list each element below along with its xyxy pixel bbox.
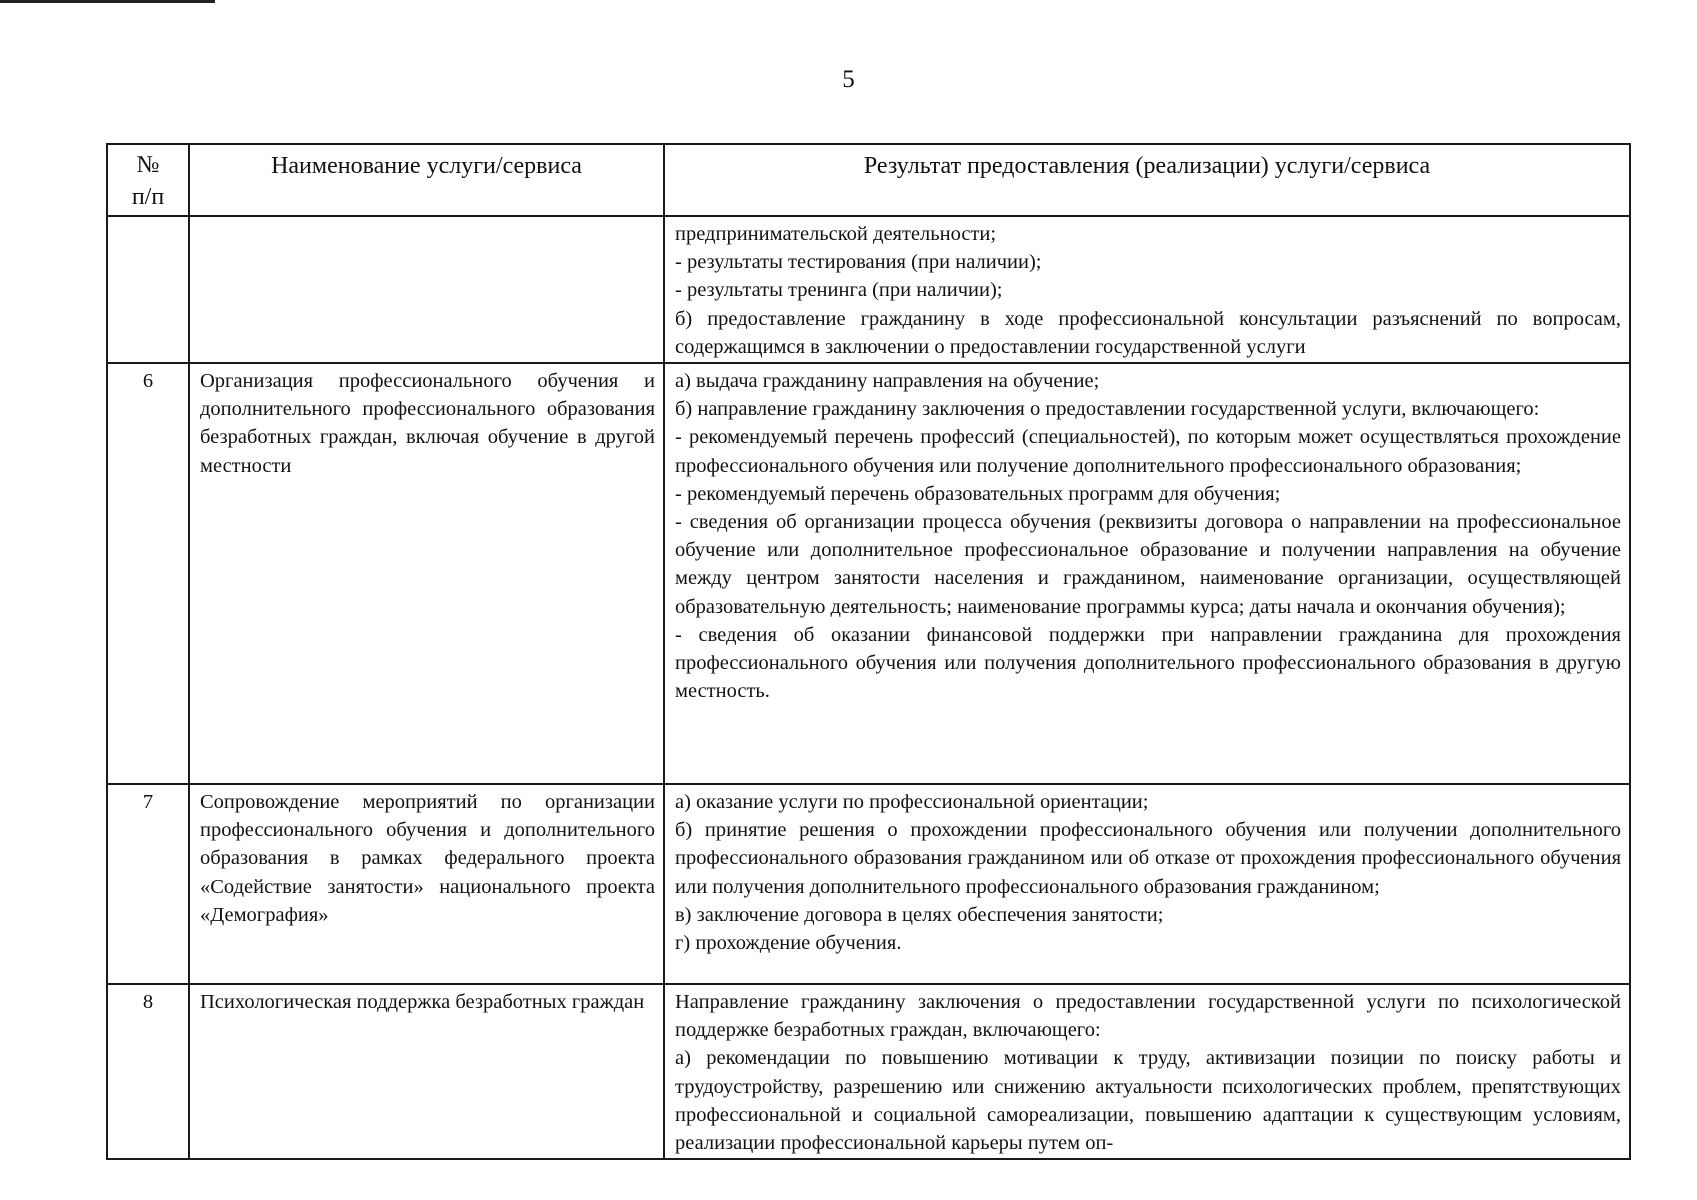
result-line: Направление гражданину заключения о предоставлении государственной услуги по психологической поддержке безработных граждан, включающего: [675, 991, 1621, 1042]
row-number: 8 [107, 984, 189, 1159]
result-line: б) предоставление гражданину в ходе профессиональной консультации разъяснений по вопросам, содержащимся в заключении о предоставлении государственной услуги [675, 307, 1621, 358]
row-service-name [189, 984, 664, 1159]
result-line: а) оказание услуги по профессиональной ориентации; [675, 791, 1149, 814]
result-line: а) рекомендации по повышению мотивации к труду, активизации позиции по поиску работы и трудоустройству, разрешению или снижению актуальности психологических проблем, препятствующих профессиональной и социальной самореализации, повышению адаптации к существующим условиям, реализации профессиональной карьеры путем оп- [675, 1047, 1621, 1155]
table-header-row [107, 144, 1630, 216]
table-row [107, 784, 1630, 984]
result-line: а) выдача гражданину направления на обучение; [675, 370, 1100, 393]
result-line: - рекомендуемый перечень профессий (специальностей), по которым может осуществляться прохождение профессионального обучения или получение дополнительного профессионального образования; [675, 426, 1621, 477]
result-line: - результаты тестирования (при наличии); [675, 251, 1042, 274]
result-line: - рекомендуемый перечень образовательных программ для обучения; [675, 482, 1281, 505]
row-service-name [189, 784, 664, 984]
service-name-text: Сопровождение мероприятий по организации профессионального обучения и дополнительного образования в рамках федерального проекта «Содействие занятости» национального проекта «Демография» [200, 791, 655, 926]
services-table [106, 143, 1631, 1160]
result-line: б) принятие решения о прохождении профессионального обучения или получении дополнительного профессионального образования гражданином или об отказе от прохождения профессионального обучения или получения дополнительного профессионального образования гражданином; [675, 819, 1621, 898]
row-result [664, 784, 1630, 984]
header-number-abbr: п/п [131, 184, 165, 210]
table-row [107, 216, 1630, 363]
service-name-text: Психологическая поддержка безработных граждан [200, 991, 645, 1014]
result-line: - сведения об организации процесса обучения (реквизиты договора о направлении на профессиональное обучение или дополнительное профессиональное образование и получении направления на обучение между центром занятости населения и гражданином, наименование организации, осуществляющей образовательную деятельность; наименование программы курса; даты начала и окончания обучения); [675, 511, 1621, 618]
page-number: 5 [842, 66, 855, 93]
row-number: 6 [107, 363, 189, 784]
result-line: б) направление гражданину заключения о предоставлении государственной услуги, включающего: [675, 398, 1540, 421]
result-line: предпринимательской деятельности; [675, 223, 997, 245]
row-number: 7 [107, 784, 189, 984]
result-line: в) заключение договора в целях обеспечения занятости; [675, 903, 1164, 926]
row-result [664, 216, 1630, 363]
row-service-name [189, 363, 664, 784]
result-line: - сведения об оказании финансовой поддержки при направлении гражданина для прохождения профессионального обучения или получения дополнительного профессионального образования в другую местность. [675, 623, 1621, 703]
header-number [107, 144, 189, 216]
header-service-result: Результат предоставления (реализации) услуги/сервиса [664, 144, 1630, 216]
table-row [107, 363, 1630, 784]
row-number [107, 216, 189, 363]
result-line: - результаты тренинга (при наличии); [675, 279, 1003, 302]
row-result [664, 363, 1630, 784]
row-service-name [189, 216, 664, 363]
row-result [664, 984, 1630, 1159]
top-edge-rule [0, 0, 215, 3]
result-line: г) прохождение обучения. [675, 932, 902, 955]
table-row [107, 984, 1630, 1159]
header-service-name: Наименование услуги/сервиса [189, 144, 664, 216]
header-number-symbol: № [136, 152, 160, 178]
service-name-text: Организация профессионального обучения и дополнительного профессионального образования безработных граждан, включая обучение в другой местности [200, 370, 655, 477]
